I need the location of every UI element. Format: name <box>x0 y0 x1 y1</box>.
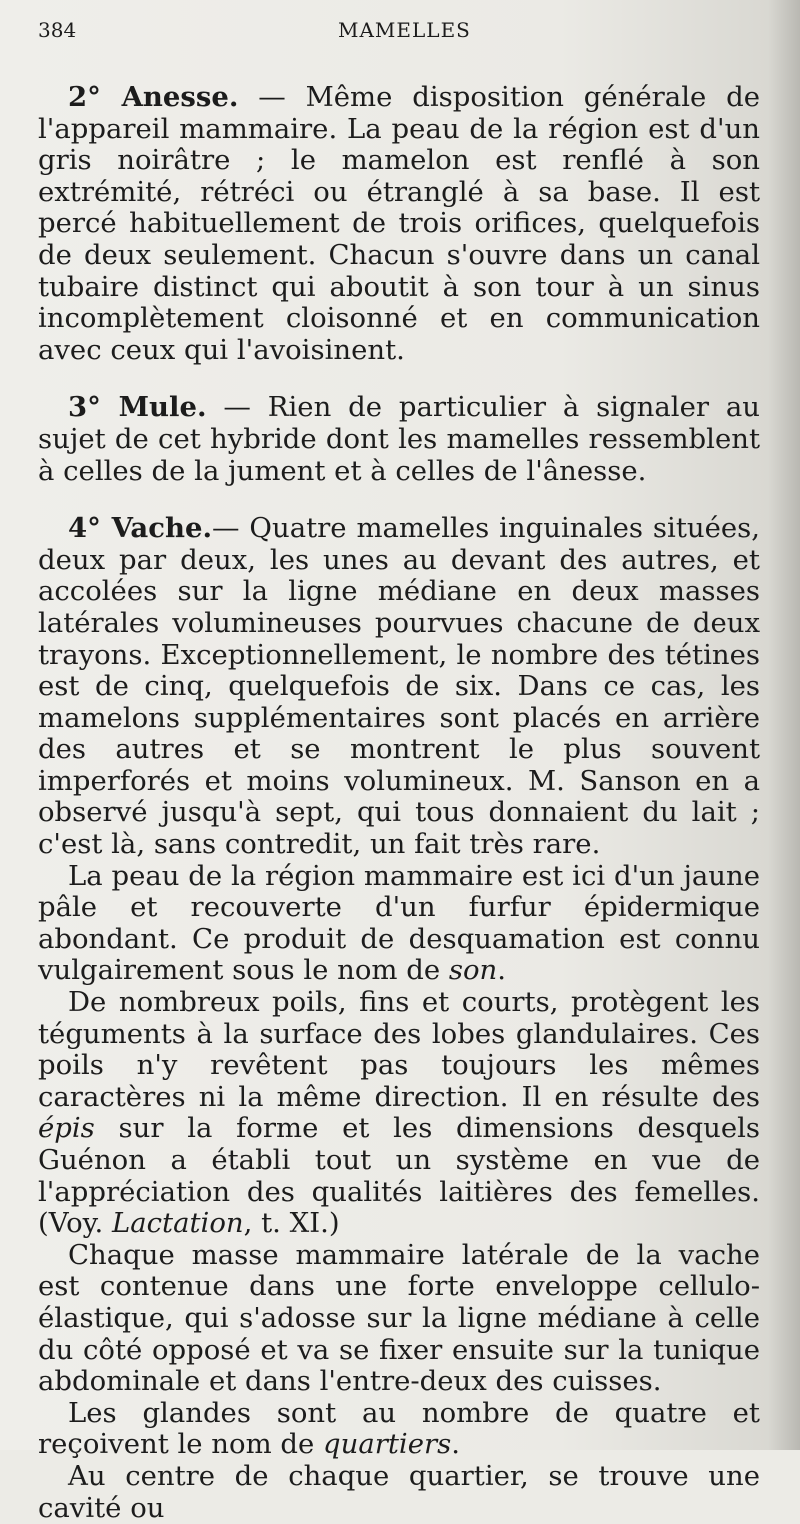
section-label-mule: 3° Mule. <box>68 391 207 424</box>
paragraph-text: La peau de la région mammaire est ici d'un jaune pâle et recouverte d'un furfur épidermique abondant. Ce produit de desquamation est connu vulgairement sous le nom de <box>38 859 760 987</box>
section-label-anesse: 2° Anesse. <box>68 81 239 113</box>
paragraph-glandes <box>38 1398 760 1461</box>
paragraph-mule <box>38 392 760 487</box>
page-header <box>38 18 760 58</box>
paragraph-peau <box>38 861 760 987</box>
section-label-vache: 4° Vache. <box>68 512 213 545</box>
emphasis-term: quartiers <box>323 1428 452 1461</box>
paragraph-text: — Quatre mamelles inguinales situées, deux par deux, les unes au devant des autres, et accolées sur la ligne médiane en deux masses latérales volumineuses pourvues chacune de deux trayons. Exceptionnellement, le nombre des tétines est de cinq, quelquefois de six. Dans ce cas, les mamelons supplémentaires sont placés en arrière des autres et se montrent le plus souvent imperforés et moins volumineux. M. Sanson en a observé jusqu'à sept, qui tous donnaient du lait ; c'est là, sans contredit, un fait très rare. <box>38 512 760 861</box>
paragraph-text: . <box>497 954 507 987</box>
paragraph-poils <box>38 987 760 1240</box>
paragraph-vache <box>38 513 760 861</box>
running-title: MAMELLES <box>338 18 471 42</box>
paragraph-text: Au centre de chaque quartier, se trouve une cavité ou <box>38 1459 760 1524</box>
paragraph-text: sur la forme et les dimensions desquels Guénon a établi tout un système en vue de l'appréciation des qualités laitières des femelles. (Voy. <box>38 1112 760 1240</box>
paragraph-text: — Même disposition générale de l'appareil mammaire. La peau de la région est d'un gris noirâtre ; le mamelon est renflé à son extrémité, rétréci ou étranglé à sa base. Il est percé habituellement de trois orifices, quelquefois de deux seulement. Chacun s'ouvre dans un canal tubaire distinct qui aboutit à son tour à un sinus incomplètement cloisonné et en communication avec ceux qui l'avoisinent. <box>38 81 760 366</box>
paragraph-text: — Rien de particulier à signaler au sujet de cet hybride dont les mamelles ressemblent à celles de la jument et à celles de l'ânesse. <box>38 391 760 487</box>
paragraph-anesse <box>38 82 760 366</box>
paragraph-text: Chaque masse mammaire latérale de la vache est contenue dans une forte enveloppe cellulo-élastique, qui s'adosse sur la ligne médiane à celle du côté opposé et va se fixer ensuite sur la tunique abdominale et dans l'entre-deux des cuisses. <box>38 1238 760 1398</box>
paragraph-cavite <box>38 1461 760 1524</box>
paragraph-text: . <box>451 1428 461 1461</box>
paragraph-text: Les glandes sont au nombre de quatre et reçoivent le nom de <box>38 1396 760 1461</box>
paragraph-enveloppe <box>38 1240 760 1398</box>
cross-reference: Lactation <box>112 1207 244 1240</box>
emphasis-term: épis <box>38 1112 95 1145</box>
page-number: 384 <box>38 18 77 42</box>
paragraph-text: De nombreux poils, fins et courts, protègent les téguments à la surface des lobes glandulaires. Ces poils n'y revêtent pas toujours les mêmes caractères ni la même direction. Il en résulte des <box>38 986 760 1113</box>
emphasis-term: son <box>448 954 498 987</box>
paragraph-text: , t. XI.) <box>243 1207 340 1240</box>
